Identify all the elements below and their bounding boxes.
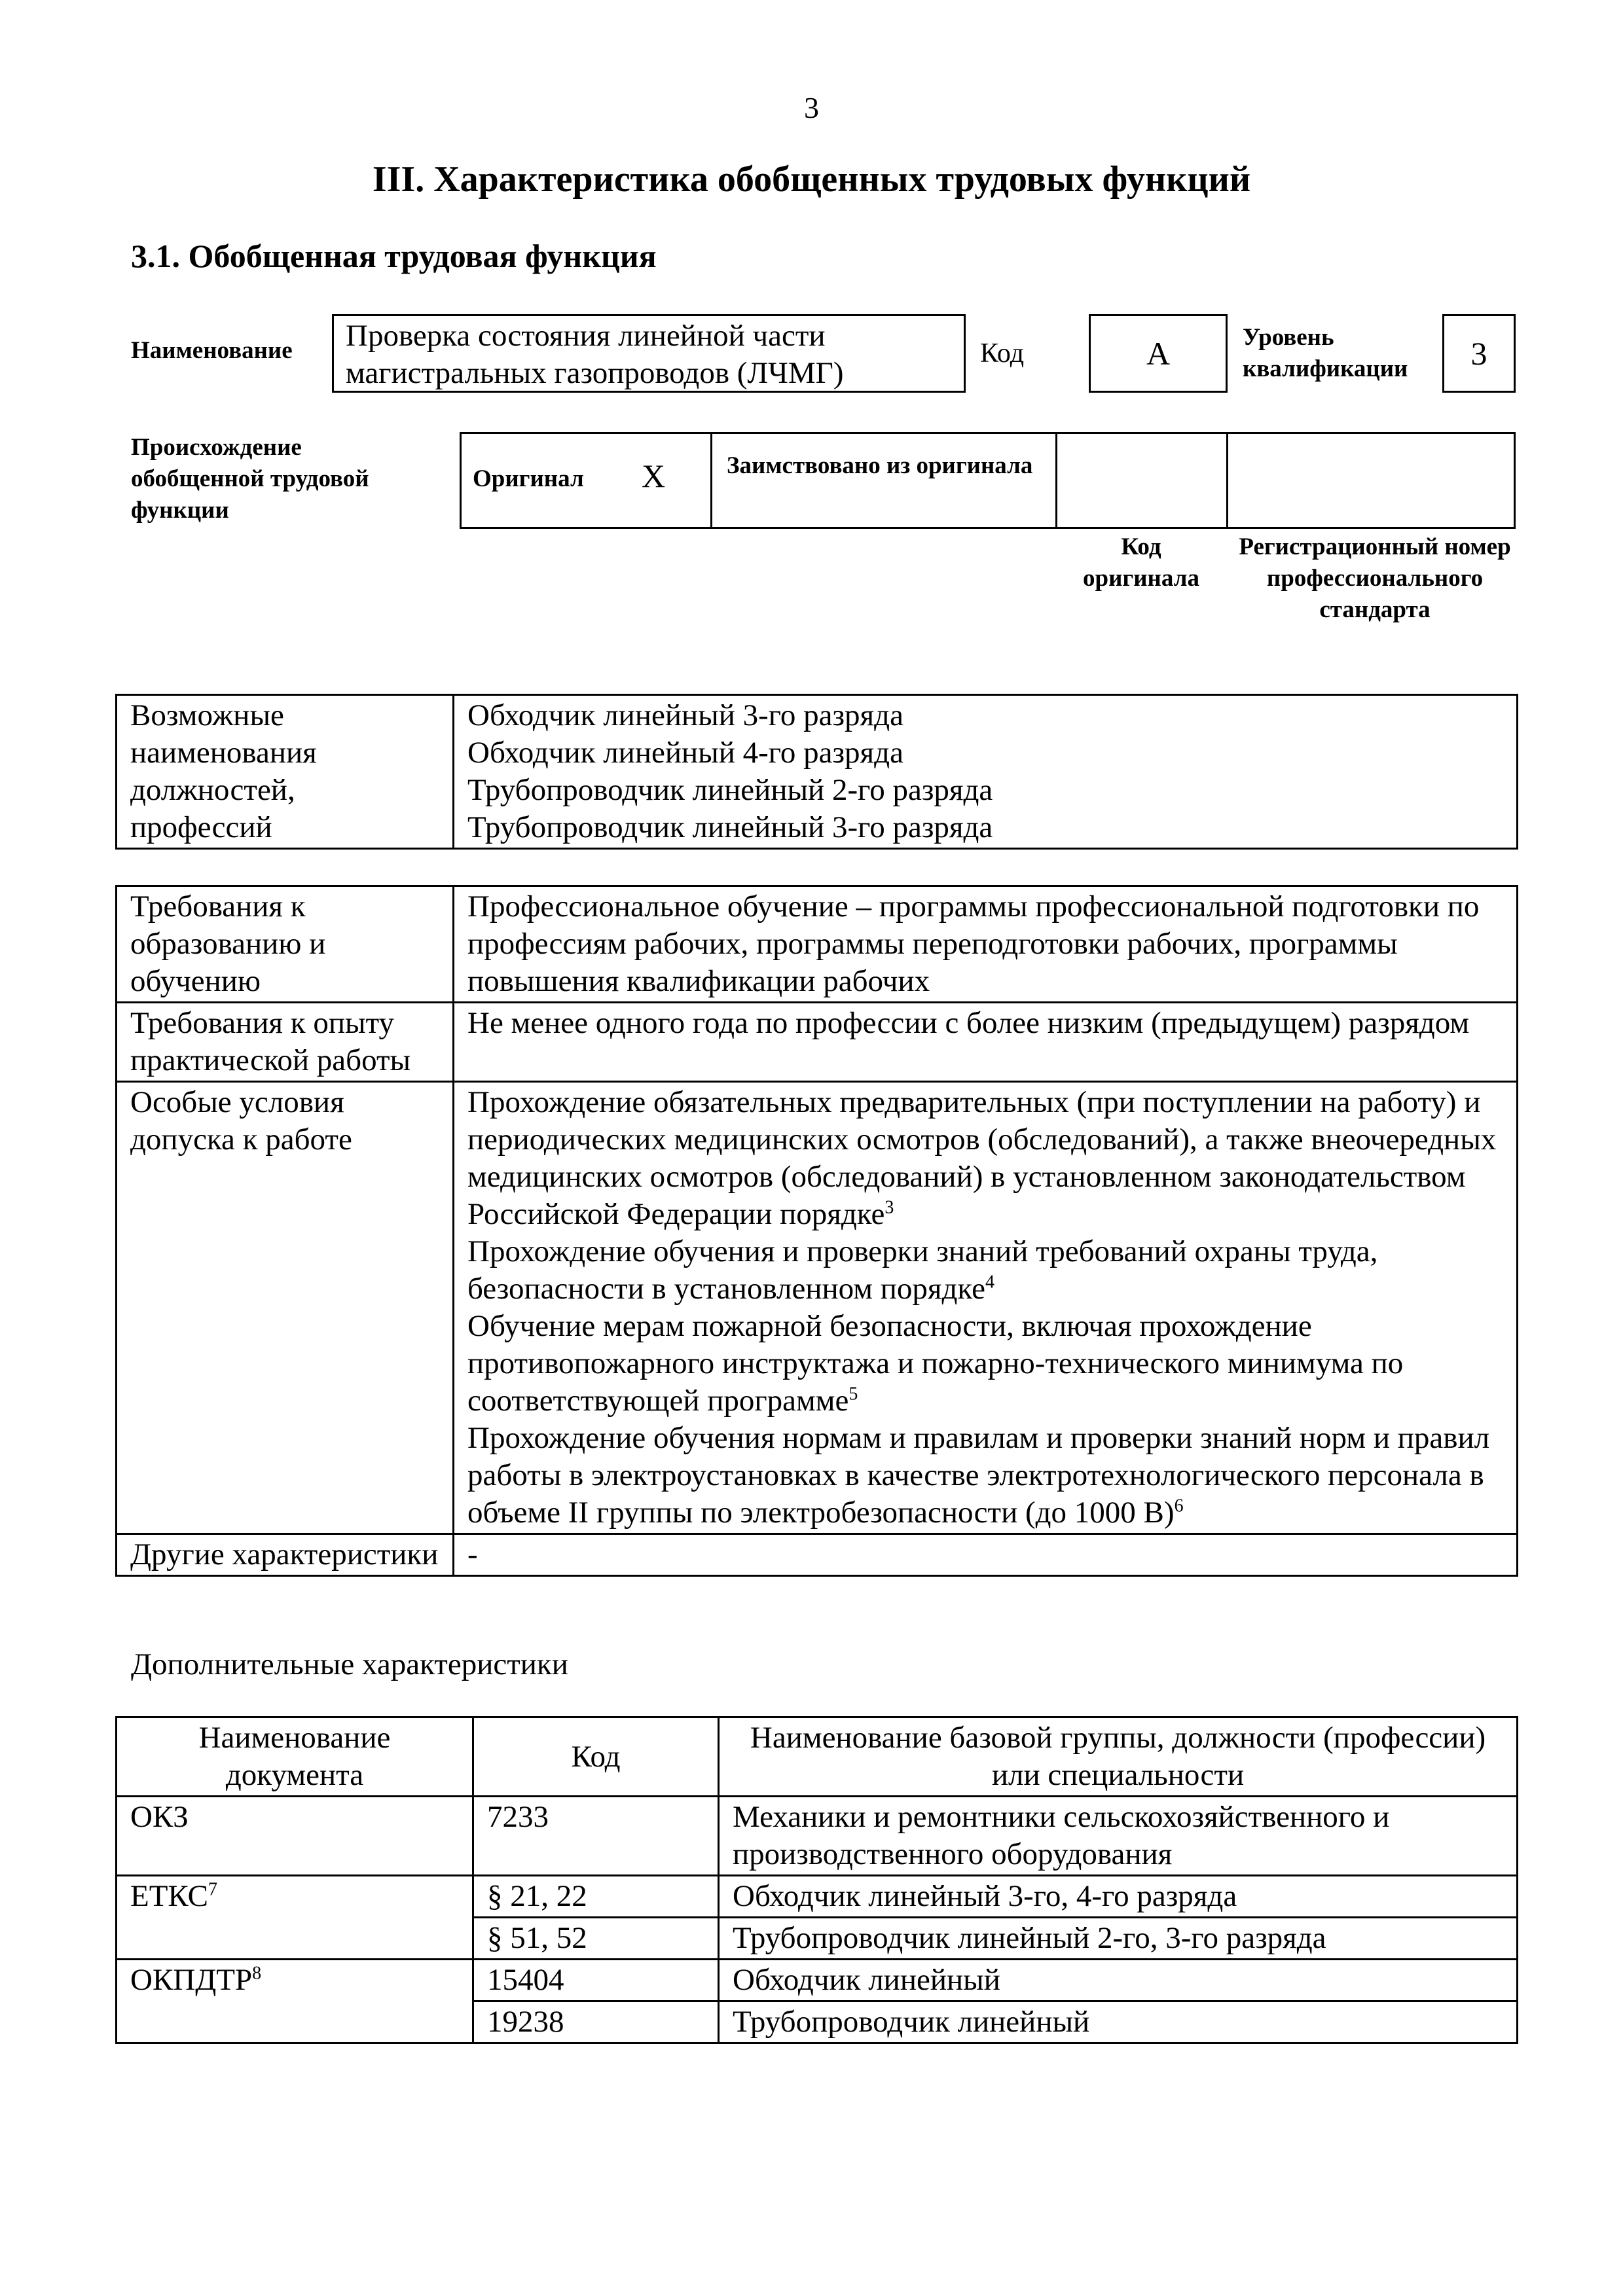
code-value: А <box>1146 335 1171 372</box>
etks-code-2: § 51, 52 <box>473 1918 719 1960</box>
list-item: Обходчик линейный 3-го разряда <box>467 698 903 732</box>
col-header-code: Код <box>473 1717 719 1797</box>
footnote-ref: 3 <box>884 1197 894 1218</box>
conditions-label: Особые условия допуска к работе <box>117 1082 454 1534</box>
etks-code-1: § 21, 22 <box>473 1876 719 1918</box>
positions-label: Возможные наименования должностей, профессий <box>117 695 454 849</box>
footnote-ref: 4 <box>985 1272 994 1293</box>
col-header-name: Наименование базовой группы, должности (профессии) или специальности <box>719 1717 1518 1797</box>
condition-item: Обучение мерам пожарной безопасности, включая прохождение противопожарного инструктажа и пожарно-технического минимума по соответствующей программе$^5$ <box>467 1309 1404 1418</box>
etks-name-1: Обходчик линейный 3-го, 4-го разряда <box>719 1876 1518 1918</box>
okpdtr-code-1: 15404 <box>473 1960 719 2001</box>
function-name: Проверка состояния линейной части магистральных газопроводов (ЛЧМГ) <box>346 319 844 390</box>
additional-table <box>115 1716 1518 2044</box>
etks-doc: ЕТКС$^7$ <box>117 1876 473 1960</box>
origin-label: Происхождение обобщенной трудовой функции <box>131 434 369 524</box>
footnote-ref: 5 <box>848 1384 858 1405</box>
condition-item: Прохождение обязательных предварительных (при поступлении на работу) и периодических медицинских осмотров (обследований), а также внеочередных медицинских осмотров (обследований) в установленном законодательством Российской Федерации порядке$^3$ <box>467 1085 1497 1231</box>
table-header-row <box>117 1717 1518 1797</box>
okpdtr-doc: ОКПДТР$^8$ <box>117 1960 473 2043</box>
page-number: 3 <box>804 91 819 124</box>
origin-divider-1 <box>710 432 712 529</box>
positions-table <box>115 694 1518 850</box>
education-label: Требования к образованию и обучению <box>117 886 454 1003</box>
okz-code: 7233 <box>473 1797 719 1876</box>
table-row <box>117 1003 1518 1082</box>
table-row <box>117 886 1518 1003</box>
table-row <box>117 1534 1518 1576</box>
okpdtr-code-2: 19238 <box>473 2001 719 2043</box>
original-mark: X <box>642 457 666 494</box>
original-label: Оригинал <box>473 465 584 492</box>
subsection-title: 3.1. Обобщенная трудовая функция <box>131 238 657 274</box>
level-label: Уровень квалификации <box>1243 324 1408 382</box>
additional-heading: Дополнительные характеристики <box>131 1647 568 1681</box>
level-value: 3 <box>1470 335 1487 372</box>
footnote-ref: 7 <box>208 1879 217 1900</box>
footnote-ref: 8 <box>252 1963 262 1984</box>
okz-name: Механики и ремонтники сельскохозяйственного и производственного оборудования <box>719 1797 1518 1876</box>
other-value: - <box>454 1534 1518 1576</box>
condition-item: Прохождение обучения и проверки знаний требований охраны труда, безопасности в установленном порядке$^4$ <box>467 1234 1378 1306</box>
other-label: Другие характеристики <box>117 1534 454 1576</box>
table-row <box>117 1082 1518 1534</box>
condition-item: Прохождение обучения нормам и правилам и проверки знаний норм и правил работы в электроустановках в качестве электротехнологического персонала в объеме II группы по электробезопасности (до 1000 В)$^6$ <box>467 1421 1490 1530</box>
okpdtr-name-1: Обходчик линейный <box>719 1960 1518 2001</box>
table-row <box>117 1960 1518 2001</box>
experience-label: Требования к опыту практической работы <box>117 1003 454 1082</box>
code-original-caption: Код оригинала <box>1083 533 1199 592</box>
regnum-caption: Регистрационный номер профессионального стандарта <box>1239 533 1511 623</box>
level-box <box>1442 314 1516 393</box>
positions-list <box>454 695 1518 849</box>
section-title: III. Характеристика обобщенных трудовых функций <box>372 159 1251 200</box>
etks-name-2: Трубопроводчик линейный 2-го, 3-го разряда <box>719 1918 1518 1960</box>
requirements-table <box>115 885 1518 1577</box>
okpdtr-name-2: Трубопроводчик линейный <box>719 2001 1518 2043</box>
table-row <box>117 1876 1518 1918</box>
table-row <box>117 1797 1518 1876</box>
list-item: Трубопроводчик линейный 3-го разряда <box>467 810 993 844</box>
experience-value: Не менее одного года по профессии с более низким (предыдущем) разрядом <box>454 1003 1518 1082</box>
code-label: Код <box>980 338 1025 368</box>
list-item: Трубопроводчик линейный 2-го разряда <box>467 773 993 807</box>
list-item: Обходчик линейный 4-го разряда <box>467 736 903 770</box>
borrowed-label: Заимствовано из оригинала <box>727 452 1033 479</box>
education-value: Профессиональное обучение – программы профессиональной подготовки по профессиям рабочих, программы переподготовки рабочих, программы повышения квалификации рабочих <box>454 886 1518 1003</box>
okz-doc: ОКЗ <box>117 1797 473 1876</box>
col-header-document: Наименование документа <box>117 1717 473 1797</box>
conditions-list <box>454 1082 1518 1534</box>
function-name-box <box>332 314 966 393</box>
table-row <box>117 695 1518 849</box>
origin-divider-3 <box>1226 432 1228 529</box>
name-label: Наименование <box>131 337 293 364</box>
footnote-ref: 6 <box>1174 1496 1184 1516</box>
code-box <box>1089 314 1228 393</box>
origin-divider-2 <box>1055 432 1057 529</box>
